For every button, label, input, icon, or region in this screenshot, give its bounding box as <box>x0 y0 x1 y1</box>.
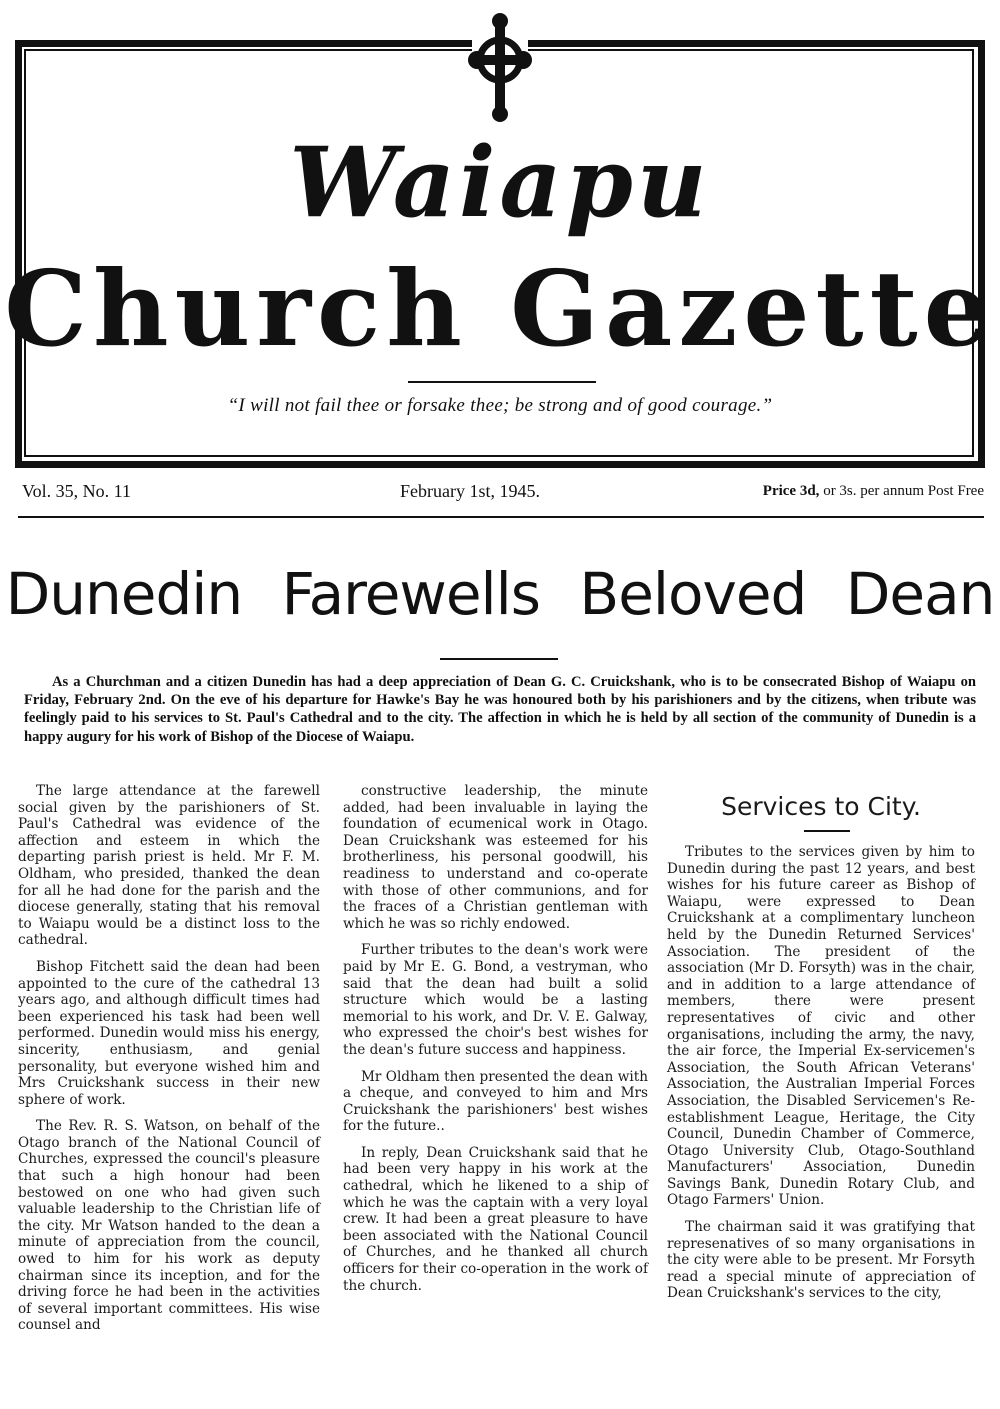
paragraph: In reply, Dean Cruickshank said that he had been very happy in his work at the cathedral, which he likened to a ship of which he was the captain with a very loyal crew. It had been a great pleasure to have been associated with the National Council of Churches, and he thanked all church officers for their co-operation in the work of the church. <box>343 1144 648 1294</box>
article-column-1 <box>18 783 320 1344</box>
paragraph: Bishop Fitchett said the dean had been appointed to the cure of the cathedral 13 years ago, and although difficult times had been experienced his task had been well performed. Dunedin would miss his energy, sincerity, enthusiasm, and genial personality, but everyone wished him and Mrs Cruickshank success in their new sphere of work. <box>18 958 320 1108</box>
subheading-divider <box>804 830 850 832</box>
masthead-title-line2: Church Gazette <box>4 247 996 370</box>
article-column-2 <box>343 783 648 1304</box>
issue-volume: Vol. 35, No. 11 <box>22 481 132 501</box>
paragraph: Mr Oldham then presented the dean with a cheque, and conveyed to him and Mrs Cruickshank the parishioners' best wishes for the future.. <box>343 1068 648 1135</box>
paragraph: Further tributes to the dean's work were paid by Mr E. G. Bond, a vestryman, who said that the dean had built a solid structure which would be a lasting memorial to his work, and Dr. V. E. Galway, who expressed the choir's best wishes for the dean's future success and happiness. <box>343 942 648 1058</box>
paragraph: The large attendance at the farewell social given by the parishioners of St. Paul's Cathedral was evidence of the affection and esteem in which the departing parish priest is held. Mr F. M. Oldham, who presided, thanked the dean for all he had done for the parish and the diocese generally, stating that his removal to Waiapu would be a distinct loss to the cathedral. <box>18 783 320 949</box>
paragraph: constructive leadership, the minute added, had been invaluable in laying the foundation of ecumenical work in Otago. Dean Cruickshank was esteemed for his brotherliness, his personal goodwill, his readiness to understand and co-operate with those of other communions, and for the fraces of a Christian gentleman with which he was so richly endowed. <box>343 783 648 932</box>
section-subheading: Services to City. <box>721 792 921 821</box>
article-column-3 <box>667 790 975 1312</box>
paragraph: The chairman said it was gratifying that represenatives of so many organisations in the city were able to be present. Mr Forsyth read a special minute of appreciation of Dean Cruickshank's services to the city, <box>667 1219 975 1302</box>
article-headline: Dunedin Farewells Beloved Dean <box>5 560 995 628</box>
paragraph: The Rev. R. S. Watson, on behalf of the Otago branch of the National Council of Churches, expressed the council's pleasure that such a high honour had been bestowed on one who had given such valuable leadership to the Christian life of the city. Mr Watson handed to the dean a minute of appreciation from the council, owed to him for his work as deputy chairman since its inception, and for the driving force he had been in the activities of several important committees. His wise counsel and <box>18 1118 320 1334</box>
paragraph: Tributes to the services given by him to Dunedin during the past 12 years, and best wishes for his future career as Bishop of Waiapu, were expressed to Dean Cruickshank at a complimentary luncheon held by the Dunedin Returned Services' Association. The president of the association (Mr D. Forsyth) was in the chair, and in addition to a large attendance of members, there were present representatives of civic and other organisations, including the army, the navy, the air force, the Imperial Ex-servicemen's Association, the South African Veterans' Association, the Australian Imperial Forces Association, the Disabled Servicemen's Re-establishment League, Heritage, the City Council, Dunedin Chamber of Commerce, Otago University Club, Otago-Southland Manufacturers' Association, Dunedin Savings Bank, Dunedin Rotary Club, and Otago Farmers' Union. <box>667 844 975 1209</box>
celtic-cross-icon <box>465 8 535 123</box>
price-amount: Price 3d, <box>762 483 820 499</box>
issue-divider <box>18 516 984 518</box>
masthead-divider <box>408 381 596 383</box>
price-terms: or 3s. per annum Post Free <box>819 483 984 499</box>
issue-date: February 1st, 1945. <box>400 481 540 501</box>
masthead-title-line1: Waiapu <box>289 126 711 239</box>
masthead-motto: “I will not fail thee or forsake thee; be strong and of good courage.” <box>227 395 773 416</box>
article-standfirst: As a Churchman and a citizen Dunedin has had a deep appreciation of Dean G. C. Cruickshank, who is to be consecrated Bishop of Waiapu on Friday, February 2nd. On the eve of his departure for Hawke's Bay he was honoured both by his parishioners and by the citizens, when tribute was feelingly paid to his services to St. Paul's Cathedral and to the city. The affection in which he is held by all section of the community of Dunedin is a happy augury for his work of Bishop of the Diocese of Waiapu. <box>24 674 976 745</box>
headline-divider <box>440 658 558 660</box>
issue-info-bar <box>18 478 984 504</box>
issue-price <box>763 483 984 500</box>
